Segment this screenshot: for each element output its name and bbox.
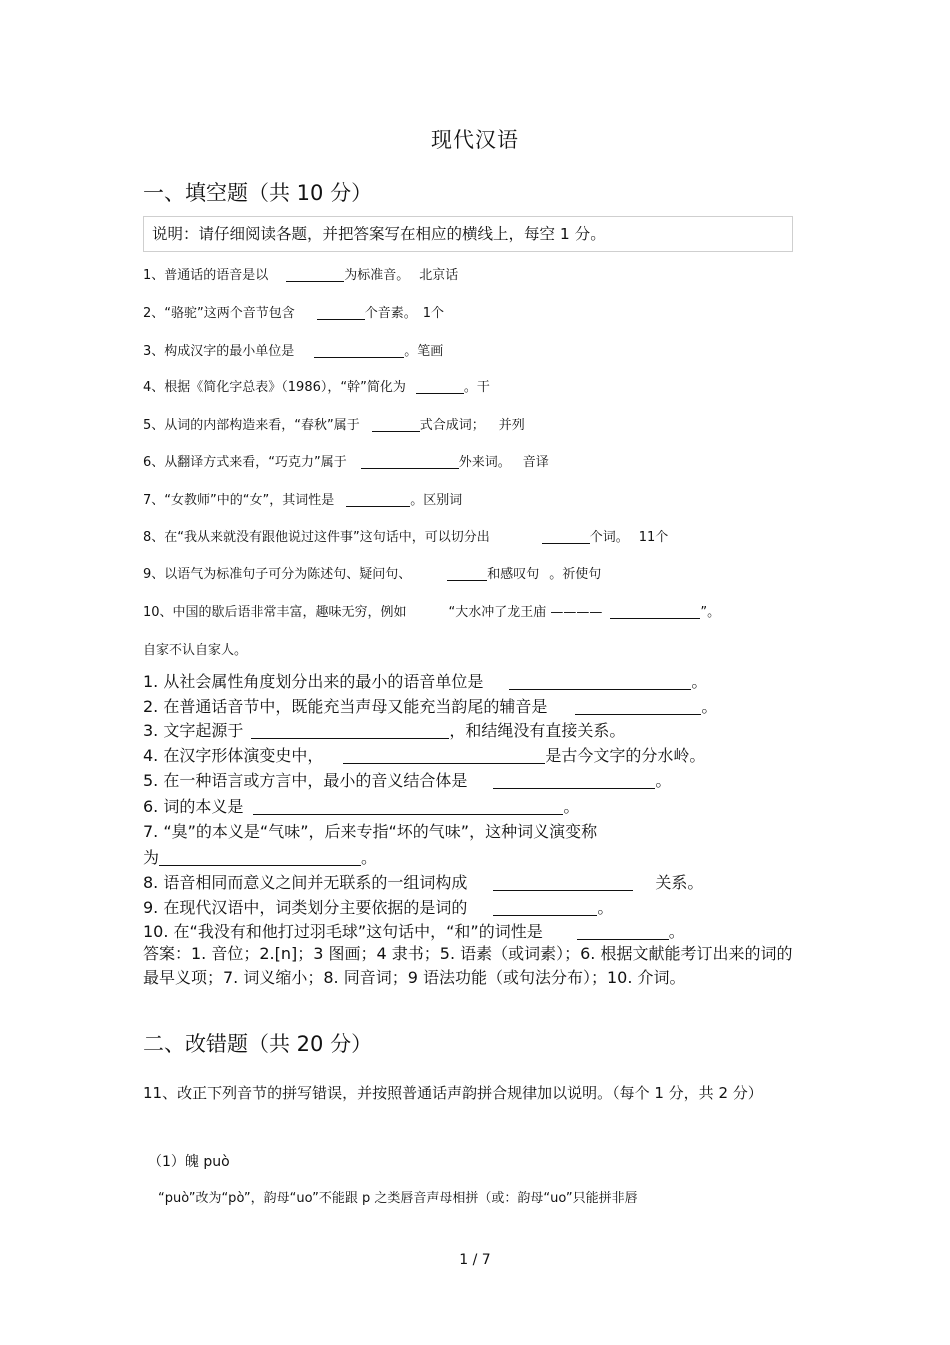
instruction-box (143, 216, 793, 252)
small-item-7: 7、“女教师”中的“女”，其词性是 。区别词 (143, 493, 463, 508)
answer-blank (372, 418, 420, 432)
fill-item-5: 5. 在一种语言或方言中，最小的音义结合体是 。 (143, 771, 672, 790)
fill-item-7: 7. “臭”的本义是“气味”，后来专指“坏的气味”，这种词义演变称 (143, 822, 598, 841)
fill-item-9: 9. 在现代汉语中，词类划分主要依据的是词的 。 (143, 898, 614, 917)
answer-blank (493, 874, 633, 891)
answer-blank (346, 493, 410, 507)
small-item-3: 3、构成汉字的最小单位是 。笔画 (143, 344, 444, 359)
answer-blank (447, 567, 487, 581)
answer-blank (253, 798, 563, 815)
question-11-explanation: “può”改为“pò”，韵母“uo”不能跟 p 之类唇音声母相拼（或：韵母“uo”只能拼非唇 (158, 1191, 638, 1206)
section-2-heading: 二、改错题（共 20 分） (143, 1032, 373, 1056)
fill-item-2: 2. 在普通话音节中，既能充当声母又能充当韵尾的辅音是 。 (143, 697, 718, 716)
answer-blank (159, 849, 361, 866)
fill-item-1: 1. 从社会属性角度划分出来的最小的语音单位是 。 (143, 672, 708, 691)
fill-item-7-continuation: 为 。 (143, 848, 378, 867)
small-item-4: 4、根据《简化字总表》（1986），“幹”简化为 。干 (143, 380, 490, 395)
fill-item-10: 10. 在“我没有和他打过羽毛球”这句话中，“和”的词性是 。 (143, 922, 685, 941)
small-item-8: 8、在“我从来就没有跟他说过这件事”这句话中，可以切分出 个词。 11个 (143, 530, 669, 545)
answer-key: 答案：1. 音位；2.[n]；3 图画；4 隶书；5. 语素（或词素）；6. 根据文献能考订出来的词的最早义项；7. 词义缩小；8. 同音词；9 语法功能（或句法分布）；10. 介词。 (143, 944, 793, 987)
instruction-text: 说明：请仔细阅读各题，并把答案写在相应的横线上，每空 1 分。 (152, 225, 606, 243)
small-item-2: 2、“骆驼”这两个音节包含 个音素。 1个 (143, 306, 445, 321)
answer-blank (343, 747, 545, 764)
small-item-1: 1、普通话的语音是以 为标准音。 北京话 (143, 268, 459, 283)
answer-blank (314, 344, 404, 358)
answer-blank (251, 722, 449, 739)
answer-blank (416, 380, 464, 394)
fill-item-8: 8. 语音相同而意义之间并无联系的一组词构成 关系。 (143, 873, 704, 892)
answer-blank (542, 530, 590, 544)
page-title: 现代汉语 (431, 128, 519, 152)
page-number: 1 / 7 (459, 1252, 491, 1268)
question-11-sub-1: （1）魄 può (148, 1154, 230, 1170)
answer-blank (361, 455, 459, 469)
answer-blank (610, 605, 700, 619)
small-item-10-continuation: 自家不认自家人。 (143, 643, 248, 658)
section-1-heading: 一、填空题（共 10 分） (143, 181, 373, 205)
question-11: 11、改正下列音节的拼写错误，并按照普通话声韵拼合规律加以说明。（每个 1 分，共 2 分） (143, 1084, 763, 1102)
answer-blank (577, 923, 669, 940)
answer-blank (286, 268, 344, 282)
answer-blank (317, 306, 365, 320)
answer-blank (509, 673, 691, 690)
answer-blank (493, 772, 655, 789)
small-item-10: 10、中国的歇后语非常丰富，趣味无穷，例如 “大水冲了龙王庙 ———— ”。 (143, 605, 721, 620)
answer-blank (575, 698, 701, 715)
fill-item-3: 3. 文字起源于 ，和结绳没有直接关系。 (143, 721, 626, 740)
small-item-6: 6、从翻译方式来看，“巧克力”属于 外来词。 音译 (143, 455, 549, 470)
small-item-5: 5、从词的内部构造来看，“春秋”属于 式合成词； 并列 (143, 418, 525, 433)
small-item-9: 9、以语气为标准句子可分为陈述句、疑问句、 和感叹句 。祈使句 (143, 567, 602, 582)
answer-blank (493, 899, 597, 916)
fill-item-6: 6. 词的本义是 。 (143, 797, 580, 816)
fill-item-4: 4. 在汉字形体演变史中， 是古今文字的分水岭。 (143, 746, 706, 765)
